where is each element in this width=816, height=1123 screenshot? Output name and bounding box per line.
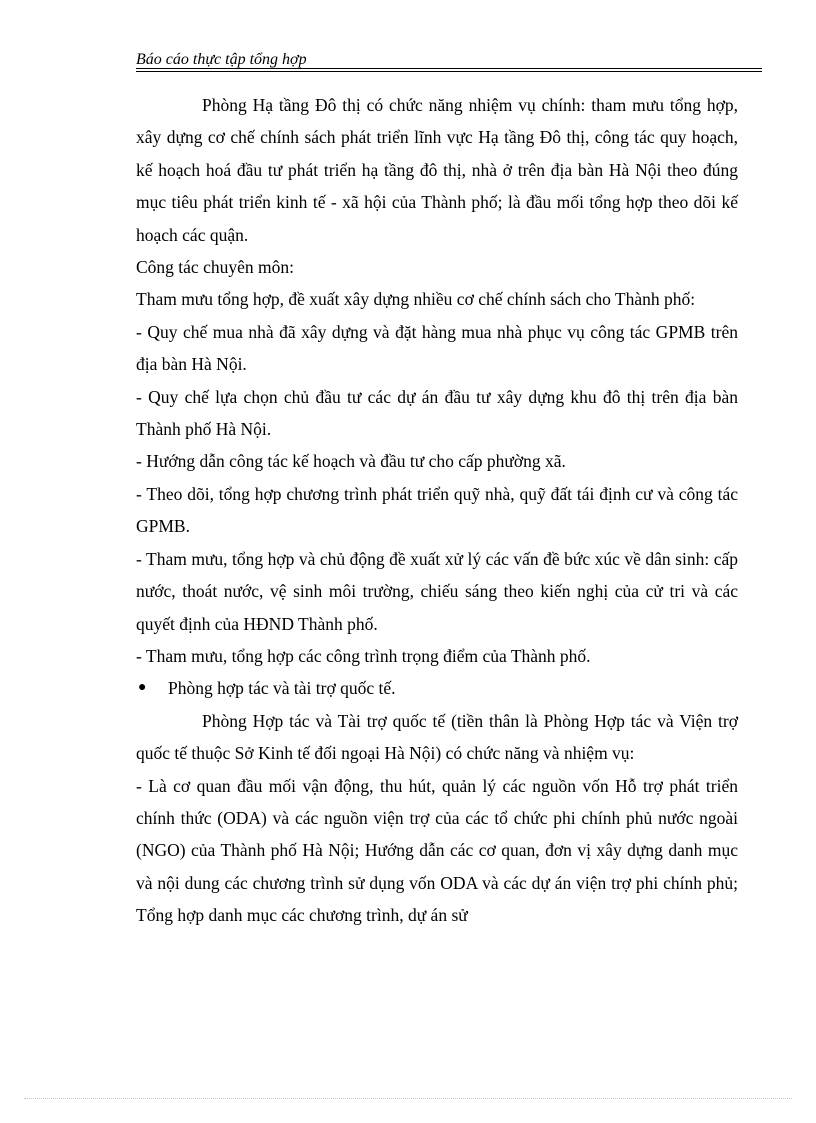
list-item: - Quy chế lựa chọn chủ đầu tư các dự án đầu tư xây dựng khu đô thị trên địa bàn Thành phố Hà Nội. <box>136 386 738 440</box>
bullet-heading-text: Phòng hợp tác và tài trợ quốc tế. <box>168 678 396 699</box>
header-title: Báo cáo thực tập tổng hợp <box>136 51 307 68</box>
page-header <box>136 48 762 72</box>
list-item: - Theo dõi, tổng hợp chương trình phát triển quỹ nhà, quỹ đất tái định cư và công tác GPMB. <box>136 483 738 537</box>
paragraph-professional-work: Công tác chuyên môn: <box>136 257 294 278</box>
header-rule <box>136 68 762 69</box>
paragraph-international-cooperation: Phòng Hợp tác và Tài trợ quốc tế (tiền thân là Phòng Hợp tác và Viện trợ quốc tế thuộc Sở Kinh tế đối ngoại Hà Nội) có chức năng và nhiệm vụ: <box>136 710 738 764</box>
list-item: - Hướng dẫn công tác kế hoạch và đầu tư cho cấp phường xã. <box>136 451 566 472</box>
list-item: - Tham mưu, tổng hợp các công trình trọng điểm của Thành phố. <box>136 645 591 666</box>
header-rule <box>136 71 762 72</box>
list-item: - Tham mưu, tổng hợp và chủ động đề xuất xử lý các vấn đề bức xúc về dân sinh: cấp nước, thoát nước, vệ sinh môi trường, chiếu sáng theo kiến nghị của cử tri và các quyết định của HĐND Thành phố. <box>136 548 738 634</box>
list-item: - Là cơ quan đầu mối vận động, thu hút, quản lý các nguồn vốn Hỗ trợ phát triển chính thức (ODA) và các nguồn viện trợ của các tổ chức phi chính phủ nước ngoài (NGO) của Thành phố Hà Nội; Hướng dẫn các cơ quan, đơn vị xây dựng danh mục và nội dung các chương trình sử dụng vốn ODA và các dự án viện trợ phi chính phủ; Tổng hợp danh mục các chương trình, dự án sử <box>136 775 738 926</box>
list-item: - Quy chế mua nhà đã xây dựng và đặt hàng mua nhà phục vụ công tác GPMB trên địa bàn Hà Nội. <box>136 321 738 375</box>
document-body <box>136 89 738 932</box>
bullet-heading <box>136 672 738 704</box>
page-footer-rule <box>24 1098 792 1099</box>
paragraph-policy-advisory: Tham mưu tổng hợp, đề xuất xây dựng nhiều cơ chế chính sách cho Thành phố: <box>136 289 696 310</box>
bullet-icon: ● <box>138 680 147 696</box>
paragraph-infrastructure-dept: Phòng Hạ tầng Đô thị có chức năng nhiệm vụ chính: tham mưu tổng hợp, xây dựng cơ chế chính sách phát triển lĩnh vực Hạ tầng Đô thị, công tác quy hoạch, kế hoạch hoá đầu tư phát triển hạ tầng đô thị, nhà ở trên địa bàn Hà Nội theo đúng mục tiêu phát triển kinh tế - xã hội của Thành phố; là đầu mối tổng hợp theo dõi kế hoạch các quận. <box>136 95 738 245</box>
